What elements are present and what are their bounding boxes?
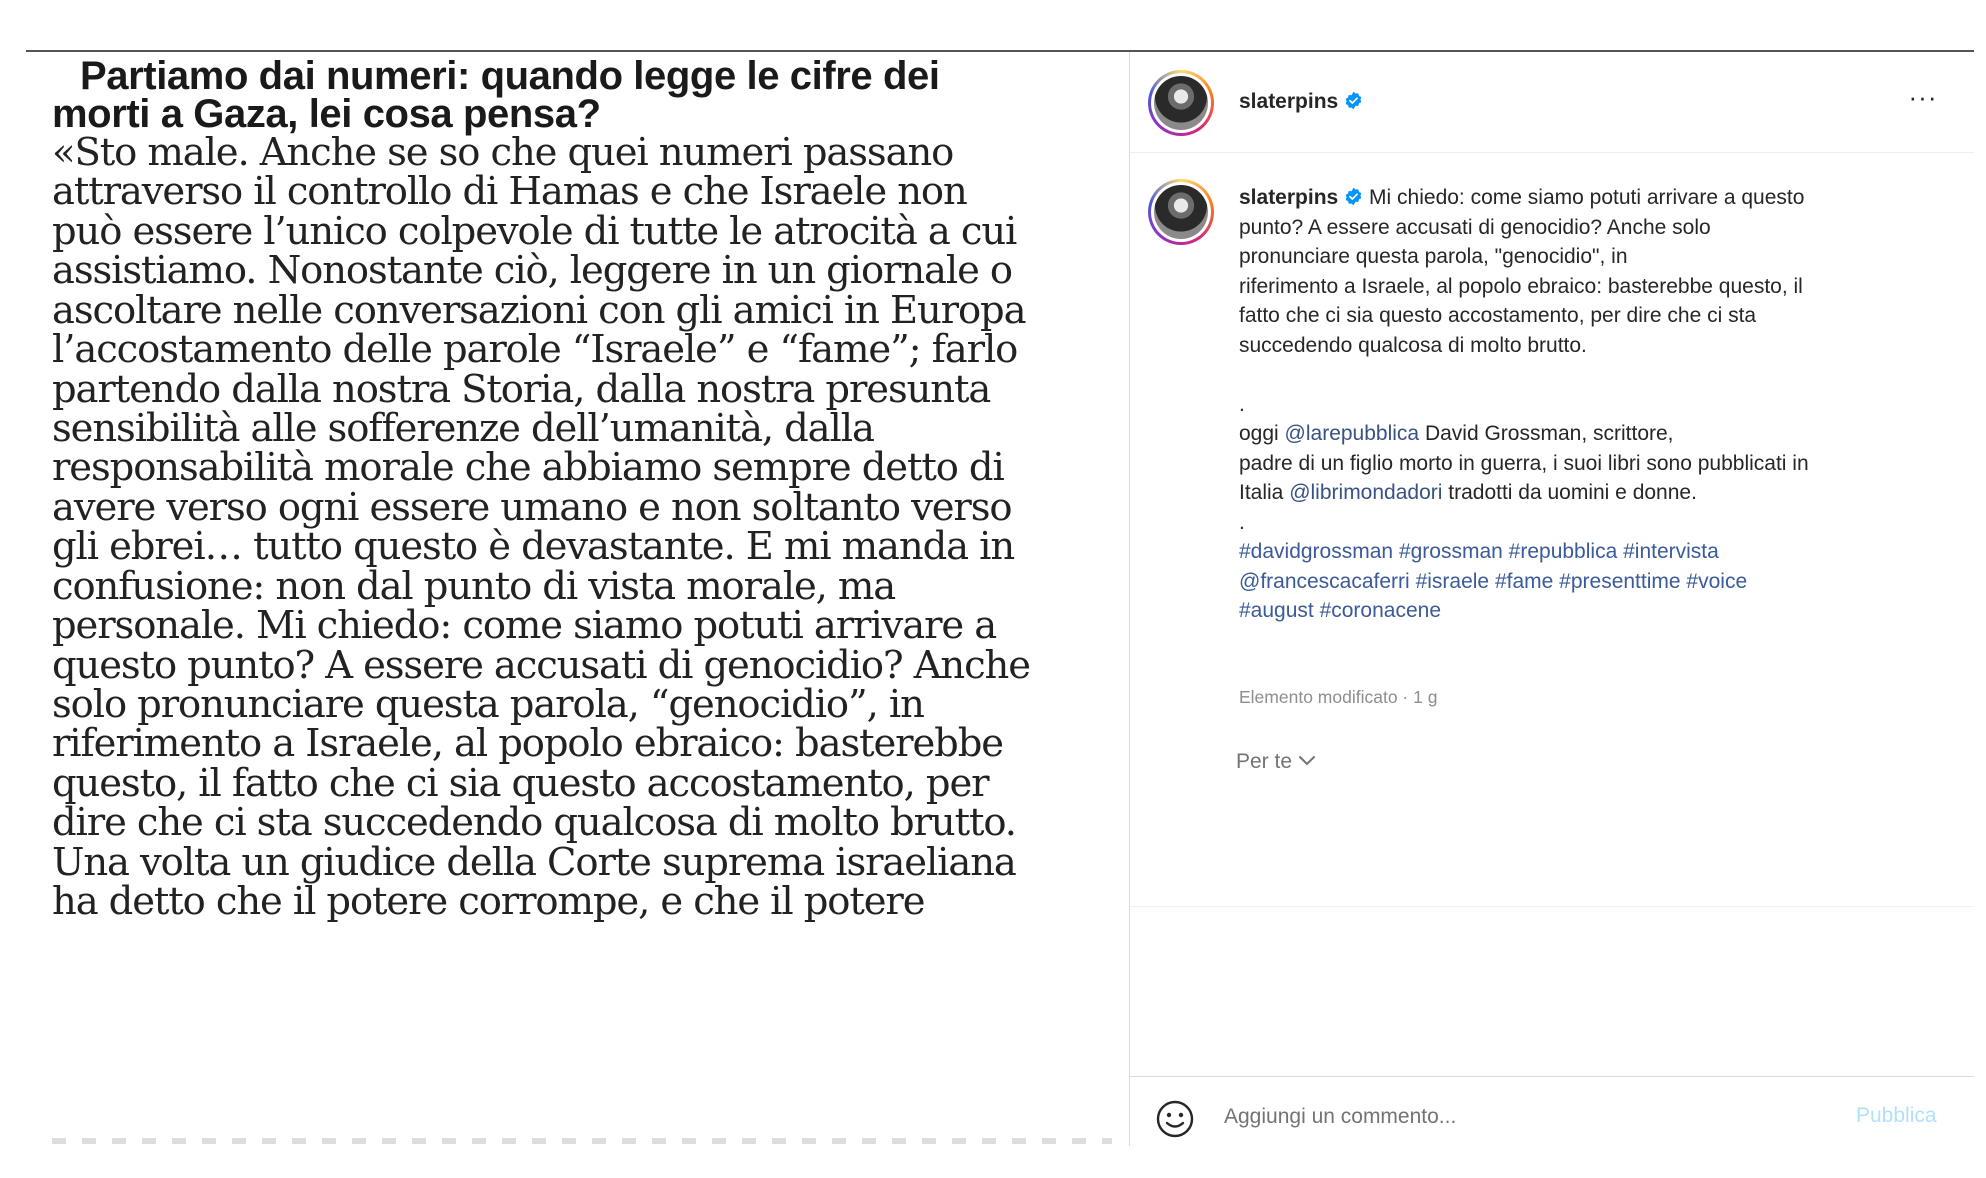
- mention-librimondadori[interactable]: @librimondadori: [1289, 481, 1443, 504]
- hashtag-link[interactable]: #israele: [1415, 569, 1490, 593]
- comment-input[interactable]: [1224, 1095, 1784, 1139]
- newspaper-article: [26, 52, 1129, 1146]
- article-line: può essere l’unico colpevole di tutte le atrocità a cui: [52, 209, 1017, 254]
- hashtag-link[interactable]: #repubblica: [1508, 540, 1618, 563]
- caption-line: padre di un figlio morto in guerra, i suoi libri sono pubblicati in: [1239, 451, 1809, 475]
- caption-text: tradotti da uomini e donne.: [1442, 481, 1697, 504]
- article-line: ha detto che il potere corrompe, e che il potere: [52, 879, 925, 924]
- hashtag-link[interactable]: #presenttime: [1559, 569, 1681, 593]
- article-line: attraverso il controllo di Hamas e che Israele non: [52, 169, 967, 214]
- clipping-edge: [52, 1138, 1112, 1144]
- article-line: confusione: non dal punto di vista morale, ma: [52, 564, 896, 609]
- article-line: solo pronunciare questa parola, “genocidio”, in: [52, 682, 924, 727]
- article-line: dire che ci sta succedendo qualcosa di molto brutto.: [52, 800, 1016, 845]
- divider: [1130, 906, 1974, 907]
- caption-author[interactable]: slaterpins: [1239, 186, 1339, 209]
- post-author[interactable]: [1239, 90, 1363, 114]
- caption-text: oggi: [1239, 422, 1285, 445]
- article-line: avere verso ogni essere umano e non soltanto verso: [52, 485, 1012, 530]
- article-line: «Sto male. Anche se so che quei numeri passano: [52, 130, 954, 175]
- article-line: gli ebrei… tutto questo è devastante. E mi manda in: [52, 524, 1015, 569]
- caption-line: fatto che ci sia questo accostamento, per dire che ci sta: [1239, 304, 1757, 327]
- verified-badge-icon: [1344, 187, 1363, 206]
- mention-larepubblica[interactable]: @larepubblica: [1284, 422, 1420, 445]
- article-line: Una volta un giudice della Corte suprema israeliana: [52, 840, 1016, 885]
- article-line: responsabilità morale che abbiamo sempre detto di: [52, 445, 1004, 490]
- article-question-line: Partiamo dai numeri: quando legge le cifre dei: [80, 54, 940, 98]
- edited-timestamp[interactable]: Elemento modificato · 1 g: [1239, 687, 1438, 707]
- post-panel: [1129, 52, 1974, 1146]
- avatar[interactable]: [1148, 70, 1214, 136]
- article-line: riferimento a Israele, al popolo ebraico: basterebbe: [52, 721, 1003, 766]
- post-header: [1130, 52, 1974, 153]
- chevron-down-icon: [1298, 755, 1316, 767]
- screenshot-frame: [26, 50, 1974, 1146]
- caption-line: succedendo qualcosa di molto brutto.: [1239, 333, 1587, 357]
- caption-line: punto? A essere accusati di genocidio? Anche solo: [1239, 215, 1711, 239]
- article-line: questo punto? A essere accusati di genocidio? Anche: [52, 643, 1030, 688]
- article-line: partendo dalla nostra Storia, dalla nostra presunta: [52, 367, 991, 412]
- article-line: sensibilità alle sofferenze dell’umanità, dalla: [52, 406, 874, 451]
- article-line: l’accostamento delle parole “Israele” e “fame”; farlo: [52, 327, 1018, 372]
- article-line: assistiamo. Nonostante ciò, leggere in un giornale o: [52, 248, 1012, 293]
- per-te-label: Per te: [1236, 750, 1293, 773]
- hashtag-link[interactable]: #grossman: [1398, 540, 1503, 563]
- more-options-icon[interactable]: ···: [1908, 82, 1938, 112]
- per-te-dropdown[interactable]: [1236, 750, 1316, 774]
- article-line: personale. Mi chiedo: come siamo potuti arrivare a: [52, 603, 997, 648]
- hashtag-link[interactable]: #fame: [1494, 569, 1554, 593]
- caption-text: Mi chiedo: come siamo potuti arrivare a questo: [1363, 186, 1805, 209]
- hashtag-link[interactable]: #voice: [1686, 569, 1748, 593]
- mention-link[interactable]: @francescacaferri: [1239, 569, 1410, 593]
- hashtag-link[interactable]: #davidgrossman: [1239, 540, 1394, 563]
- article-line: ascoltare nelle conversazioni con gli amici in Europa: [52, 288, 1026, 333]
- article-line: questo, il fatto che ci sia questo accostamento, per: [52, 761, 989, 806]
- publish-button[interactable]: Pubblica: [1856, 1104, 1937, 1127]
- emoji-icon[interactable]: [1155, 1099, 1195, 1139]
- comment-bar: [1130, 1076, 1974, 1146]
- article-question-line: morti a Gaza, lei cosa pensa?: [52, 92, 601, 136]
- caption-dot: .: [1239, 510, 1245, 534]
- hashtag-link[interactable]: #intervista: [1623, 540, 1719, 563]
- hashtag-link[interactable]: #coronacene: [1319, 599, 1442, 622]
- verified-badge-icon: [1344, 91, 1363, 110]
- caption-text: David Grossman, scrittore,: [1419, 422, 1674, 445]
- caption-text: Italia: [1239, 481, 1290, 504]
- caption-dot: .: [1239, 392, 1245, 416]
- caption-line: riferimento a Israele, al popolo ebraico: basterebbe questo, il: [1239, 274, 1803, 298]
- post-author-name[interactable]: slaterpins: [1239, 90, 1339, 113]
- caption-line: pronunciare questa parola, "genocidio", in: [1239, 245, 1628, 268]
- post-caption: [1239, 183, 1939, 626]
- caption-avatar[interactable]: [1148, 179, 1214, 245]
- hashtag-link[interactable]: #august: [1239, 599, 1314, 622]
